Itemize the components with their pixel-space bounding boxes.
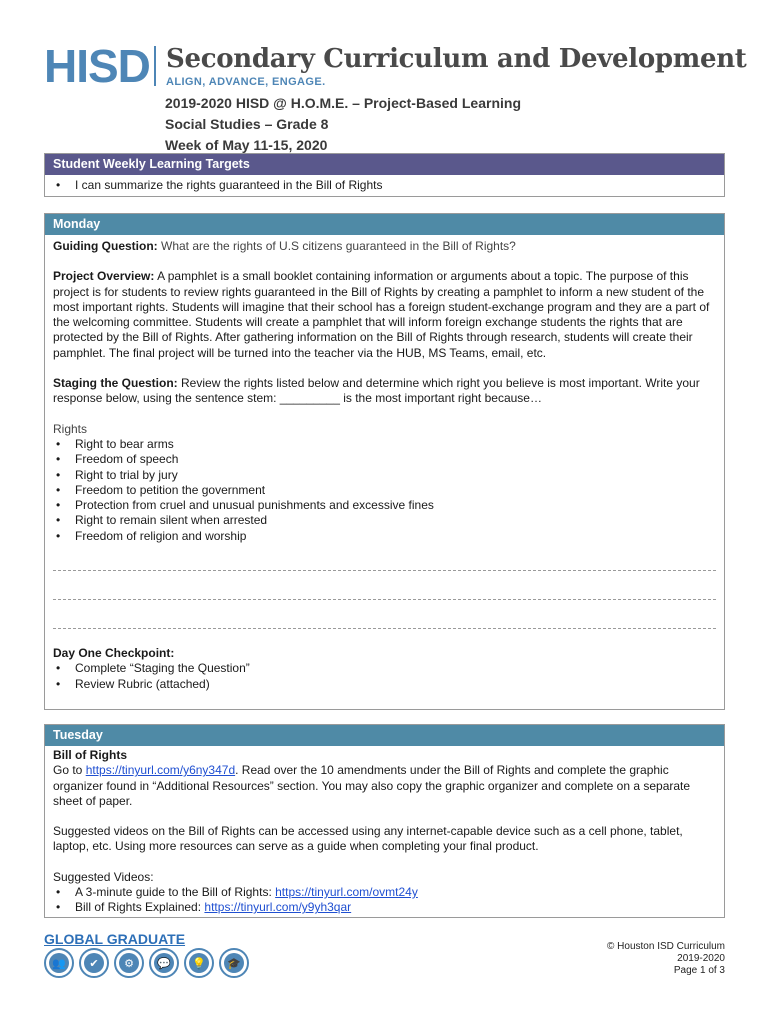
graduation-cap-icon — [219, 948, 249, 978]
global-graduate-icons — [44, 948, 249, 978]
title-line-3: Week of May 11-15, 2020 — [165, 137, 328, 153]
list-item: • Protection from cruel and unusual punishments and excessive fines — [53, 498, 716, 513]
logo-divider — [154, 46, 156, 86]
lightbulb-icon-glyph: 💡 — [189, 953, 209, 973]
staging-question-text: Review the rights listed below and determine which right you believe is most important. Write your response below, using the sentence stem: _________ is the most important right because… — [53, 376, 700, 406]
checklist-icon — [79, 948, 109, 978]
people-icon — [44, 948, 74, 978]
speech-bubble-icon — [149, 948, 179, 978]
video-link[interactable]: https://tinyurl.com/ovmt24y — [275, 885, 418, 900]
list-item: • Freedom of speech — [53, 452, 716, 467]
tuesday-p1-post: . Read over the 10 amendments under the Bill of Rights and complete the graphic organizer found in “Additional Resources” section. You may also copy the graphic organizer and complete on a separate sheet of paper. — [53, 763, 691, 808]
learning-targets-heading: Student Weekly Learning Targets — [45, 154, 724, 175]
staging-question-label: Staging the Question: — [53, 376, 178, 391]
project-overview-text: A pamphlet is a small booklet containing information or arguments about a topic. The purpose of this project is for students to review rights guaranteed in the Bill of Rights by creating a pamphlet to inform a new student of the most important rights. Students will imagine that their school has a foreign student-exchange program and they are a part of the welcoming committee. Students will create a pamphlet that will inform foreign exchange students the rights that are protected by the Bill of Rights. After gathering information on the Bill of Rights through research, students will create their pamphlet. The final project will be turned into the teacher via the HUB, MS Teams, email, etc. — [53, 269, 710, 360]
copyright: © Houston ISD Curriculum — [607, 941, 725, 952]
page-number: Page 1 of 3 — [673, 965, 725, 976]
tuesday-box — [44, 724, 725, 918]
list-item: • Right to remain silent when arrested — [53, 513, 716, 528]
rights-label: Rights — [53, 421, 88, 436]
tuesday-heading: Tuesday — [45, 725, 724, 746]
department-title: Secondary Curriculum and Development — [166, 44, 747, 74]
graduation-cap-icon-glyph: 🎓 — [224, 953, 244, 973]
checkpoint-label: Day One Checkpoint: — [53, 646, 175, 661]
lightbulb-icon — [184, 948, 214, 978]
project-overview-label: Project Overview: — [53, 269, 155, 284]
video-description: A 3-minute guide to the Bill of Rights: — [75, 885, 272, 900]
list-item: • Right to bear arms — [53, 437, 716, 452]
monday-box — [44, 213, 725, 710]
video-link[interactable]: https://tinyurl.com/y9yh3qar — [204, 900, 352, 915]
gears-icon-glyph: ⚙ — [119, 953, 139, 973]
learning-targets-box — [44, 153, 725, 197]
list-item: • Review Rubric (attached) — [53, 677, 716, 692]
suggested-videos-label: Suggested Videos: — [53, 869, 154, 884]
guiding-question-text: What are the rights of U.S citizens guaranteed in the Bill of Rights? — [161, 239, 516, 253]
department-tagline: ALIGN, ADVANCE, ENGAGE. — [166, 76, 326, 88]
list-item: • Complete “Staging the Question” — [53, 661, 716, 676]
title-line-2: Social Studies – Grade 8 — [165, 116, 329, 132]
hisd-logo: HISD — [44, 40, 150, 92]
guiding-question-label: Guiding Question: — [53, 239, 158, 253]
list-item — [53, 900, 716, 915]
people-icon-glyph: 👥 — [49, 953, 69, 973]
bill-of-rights-link[interactable]: https://tinyurl.com/y6ny347d — [85, 763, 236, 778]
tuesday-p1-pre: Go to — [53, 763, 83, 778]
video-description: Bill of Rights Explained: — [75, 900, 202, 915]
title-line-1: 2019-2020 HISD @ H.O.M.E. – Project-Based Learning — [165, 95, 521, 111]
checklist-icon-glyph: ✔ — [84, 953, 104, 973]
monday-heading: Monday — [45, 214, 724, 235]
list-item: • Freedom of religion and worship — [53, 529, 716, 544]
rights-list — [53, 437, 716, 544]
list-item: • Freedom to petition the government — [53, 483, 716, 498]
gears-icon — [114, 948, 144, 978]
page-footer — [607, 941, 725, 977]
document-title — [165, 93, 521, 156]
tuesday-title: Bill of Rights — [53, 748, 127, 762]
list-item — [53, 885, 716, 900]
global-graduate-link[interactable]: GLOBAL GRADUATE — [44, 931, 186, 947]
header — [44, 40, 747, 92]
footer-year: 2019-2020 — [677, 953, 725, 964]
target-item: • I can summarize the rights guaranteed in the Bill of Rights — [53, 178, 716, 193]
list-item: • Right to trial by jury — [53, 468, 716, 483]
speech-bubble-icon-glyph: 💬 — [154, 953, 174, 973]
tuesday-p2: Suggested videos on the Bill of Rights can be accessed using any internet-capable device such as a cell phone, tablet, laptop, etc. Using more resources can serve as a guide when completing your final product. — [53, 824, 683, 854]
